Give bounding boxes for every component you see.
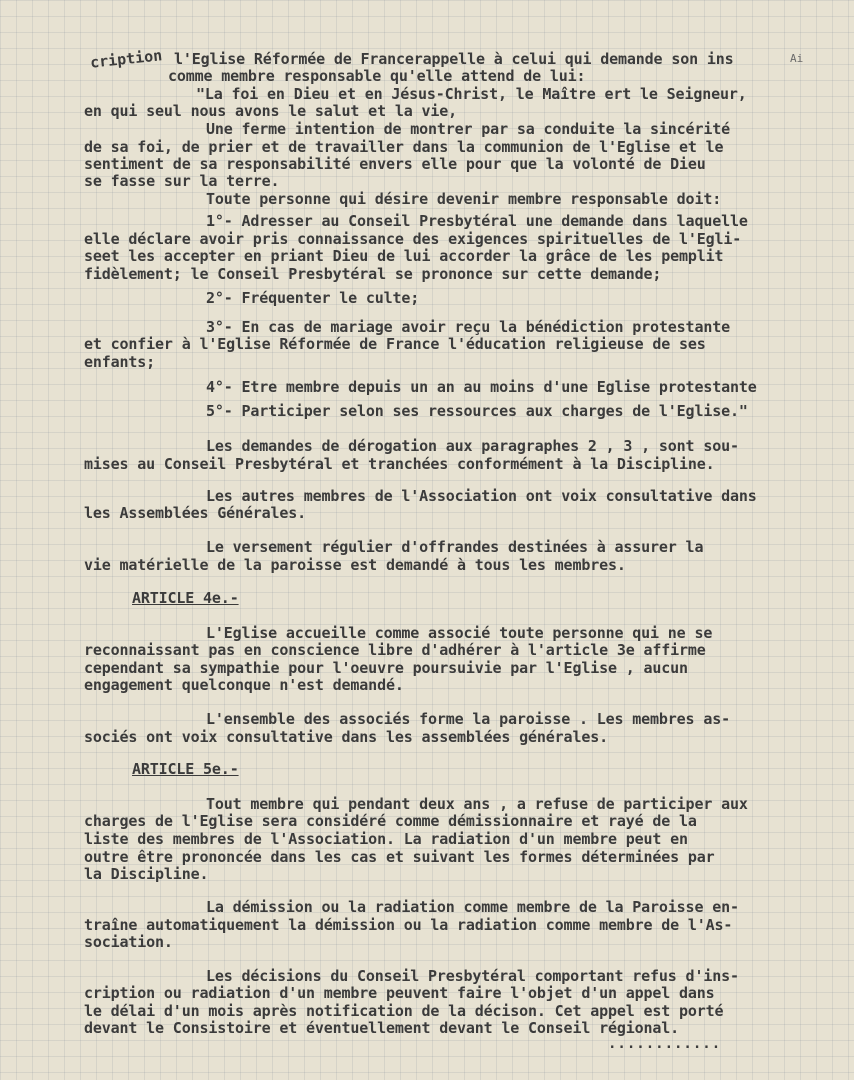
text-line: mises au Conseil Presbytéral et tranchées conformément à la Discipline. [84, 455, 715, 473]
text-line: elle déclare avoir pris connaissance des exigences spirituelles de l'Egli- [84, 230, 742, 248]
text-line: l'Eglise Réformée de Francerappelle à celui qui demande son ins [174, 50, 734, 68]
text-line: Toute personne qui désire devenir membre responsable doit: [206, 190, 722, 208]
text-line: seet les accepter en priant Dieu de lui accorder la grâce de les pemplit [84, 247, 724, 265]
text-line: "La foi en Dieu et en Jésus-Christ, le Maître ert le Seigneur, [196, 85, 747, 103]
text-line: la Discipline. [84, 865, 209, 883]
text-line: traîne automatiquement la démission ou la radiation comme membre de l'As- [84, 916, 733, 934]
text-line: Les demandes de dérogation aux paragraphes 2 , 3 , sont sou- [206, 437, 739, 455]
text-line: fidèlement; le Conseil Presbytéral se prononce sur cette demande; [84, 265, 662, 283]
text-line: La démission ou la radiation comme membre de la Paroisse en- [206, 898, 739, 916]
text-line: vie matérielle de la paroisse est demandé à tous les membres. [84, 556, 626, 574]
text-line: sociation. [84, 933, 173, 951]
text-line: de sa foi, de prier et de travailler dans la communion de l'Eglise et le [84, 138, 724, 156]
text-line: comme membre responsable qu'elle attend de lui: [168, 67, 586, 85]
text-line: outre être prononcée dans les cas et suivant les formes déterminées par [84, 848, 715, 866]
text-line: 4°- Etre membre depuis un an au moins d'une Eglise protestante [206, 378, 757, 396]
text-line: L'Eglise accueille comme associé toute personne qui ne se [206, 624, 713, 642]
text-line: et confier à l'Eglise Réformée de France l'éducation religieuse de ses [84, 335, 706, 353]
text-line: Tout membre qui pendant deux ans , a refuse de participer aux [206, 795, 748, 813]
closing-dotted-line: ............ [608, 1036, 722, 1052]
text-line: en qui seul nous avons le salut et la vie, [84, 102, 457, 120]
text-line: Les décisions du Conseil Presbytéral comportant refus d'ins- [206, 967, 739, 985]
text-line: sociés ont voix consultative dans les assemblées générales. [84, 728, 608, 746]
text-line: 1°- Adresser au Conseil Presbytéral une demande dans laquelle [206, 212, 748, 230]
text-line: 3°- En cas de mariage avoir reçu la bénédiction protestante [206, 318, 730, 336]
text-line: Le versement régulier d'offrandes destinées à assurer la [206, 538, 704, 556]
text-line: 5°- Participer selon ses ressources aux charges de l'Eglise." [206, 402, 748, 420]
handwritten-margin-mark: Ai [790, 52, 804, 65]
text-line: se fasse sur la terre. [84, 172, 280, 190]
margin-insertion-note: cription [89, 46, 163, 72]
article-4-heading: ARTICLE 4e.- [132, 589, 239, 607]
text-line: cription ou radiation d'un membre peuvent faire l'objet d'un appel dans [84, 984, 715, 1002]
text-line: Une ferme intention de montrer par sa conduite la sincérité [206, 120, 730, 138]
text-line: 2°- Fréquenter le culte; [206, 289, 420, 307]
text-line: liste des membres de l'Association. La radiation d'un membre peut en [84, 830, 688, 848]
text-line: enfants; [84, 353, 156, 371]
text-line: L'ensemble des associés forme la paroisse . Les membres as- [206, 710, 730, 728]
text-line: sentiment de sa responsabilité envers elle pour que la volonté de Dieu [84, 155, 706, 173]
text-line: engagement quelconque n'est demandé. [84, 676, 404, 694]
text-line: reconnaissant pas en conscience libre d'adhérer à l'article 3e affirme [84, 641, 706, 659]
text-line: les Assemblées Générales. [84, 504, 307, 522]
article-5-heading: ARTICLE 5e.- [132, 760, 239, 778]
text-line: Les autres membres de l'Association ont voix consultative dans [206, 487, 757, 505]
text-line: devant le Consistoire et éventuellement devant le Conseil régional. [84, 1019, 680, 1037]
text-line: cependant sa sympathie pour l'oeuvre poursuivie par l'Eglise , aucun [84, 659, 688, 677]
text-line: le délai d'un mois après notification de la décison. Cet appel est porté [84, 1002, 724, 1020]
text-line: charges de l'Eglise sera considéré comme démissionnaire et rayé de la [84, 812, 697, 830]
